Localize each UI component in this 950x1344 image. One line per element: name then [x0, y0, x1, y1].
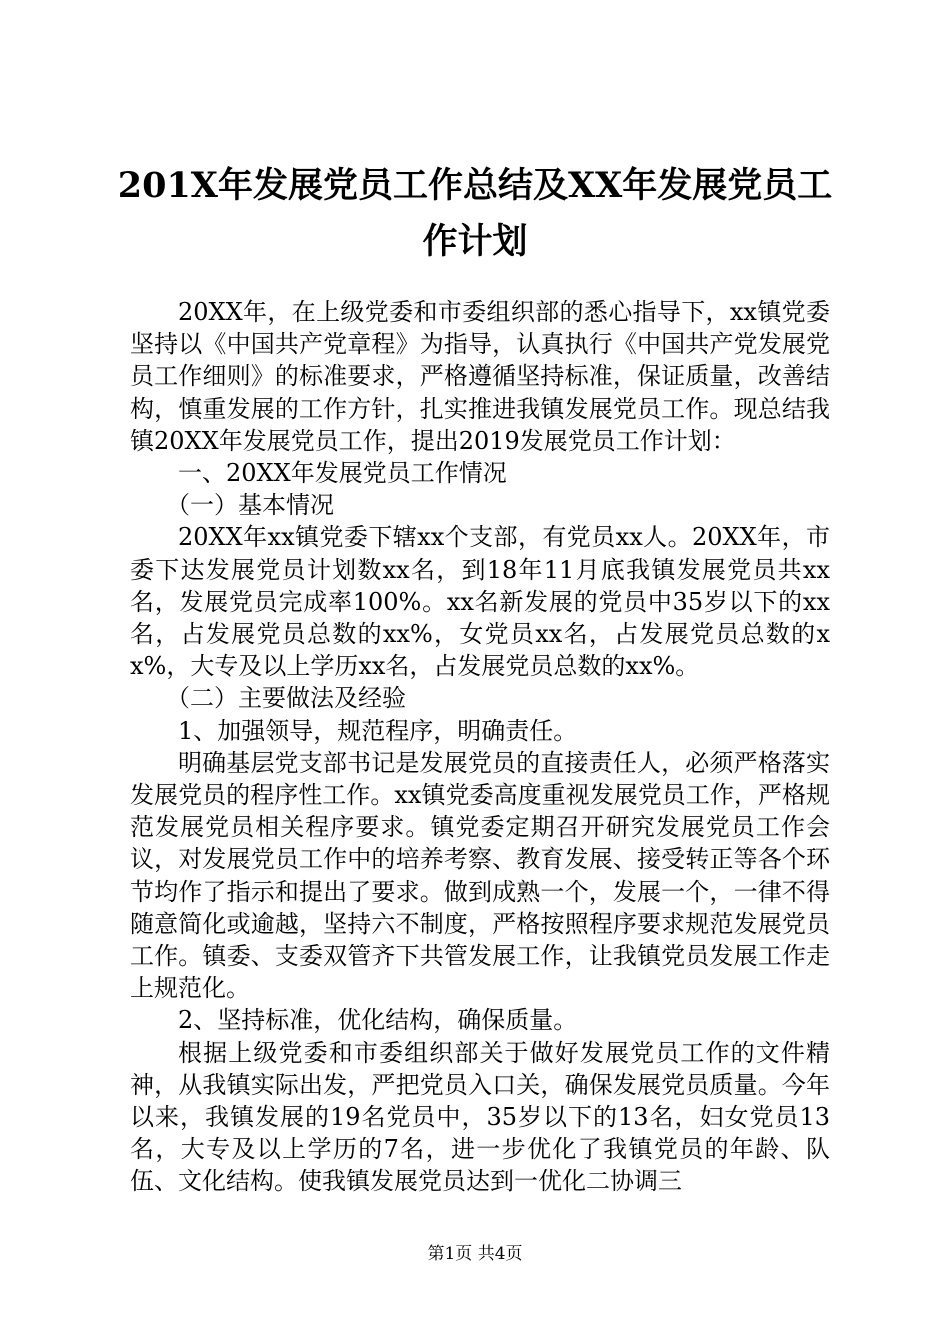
- paragraph-intro: 20XX年，在上级党委和市委组织部的悉心指导下，xx镇党委坚持以《中国共产党章程》为指导，认真执行《中国共产党发展党员工作细则》的标准要求，严格遵循坚持标准，保证质量，改善结构，慎重发展的工作方针，扎实推进我镇发展党员工作。现总结我镇20XX年发展党员工作，提出2019发展党员工作计划：: [130, 298, 830, 455]
- subsection-heading-basic: （一）基本情况: [166, 491, 334, 520]
- document-title: [0, 158, 950, 270]
- item-heading-2: 2、坚持标准，优化结构，确保质量。: [178, 1006, 578, 1035]
- paragraph-item-2: 根据上级党委和市委组织部关于做好发展党员工作的文件精神，从我镇实际出发，严把党员入口关，确保发展党员质量。今年以来，我镇发展的19名党员中，35岁以下的13名，妇女党员13名，大专及以上学历的7名，进一步优化了我镇党员的年龄、队伍、文化结构。使我镇发展党员达到一优化二协调三: [130, 1038, 830, 1196]
- page-footer: 第1页 共4页: [427, 1244, 523, 1264]
- title-line-1: 201X年发展党员工作总结及XX年发展党员工: [117, 165, 833, 206]
- title-line-2: 作计划: [422, 221, 528, 262]
- document-body: [130, 296, 830, 1198]
- subsection-heading-methods: （二）主要做法及经验: [166, 684, 406, 713]
- section-heading-1: 一、20XX年发展党员工作情况: [178, 459, 507, 488]
- paragraph-basic-situation: 20XX年xx镇党委下辖xx个支部，有党员xx人。20XX年，市委下达发展党员计划数xx名，到18年11月底我镇发展党员共xx名，发展党员完成率100%。xx名新发展的党员中35岁以下的xx名，占发展党员总数的xx%，女党员xx名，占发展党员总数的xx%，大专及以上学历xx名，占发展党员总数的xx%。: [130, 523, 830, 681]
- paragraph-item-1: 明确基层党支部书记是发展党员的直接责任人，必须严格落实发展党员的程序性工作。xx镇党委高度重视发展党员工作，严格规范发展党员相关程序要求。镇党委定期召开研究发展党员工作会议，对发展党员工作中的培养考察、教育发展、接受转正等各个环节均作了指示和提出了要求。做到成熟一个，发展一个，一律不得随意简化或逾越，坚持六不制度，严格按照程序要求规范发展党员工作。镇委、支委双管齐下共管发展工作，让我镇党员发展工作走上规范化。: [130, 748, 830, 1003]
- item-heading-1: 1、加强领导，规范程序，明确责任。: [178, 716, 578, 745]
